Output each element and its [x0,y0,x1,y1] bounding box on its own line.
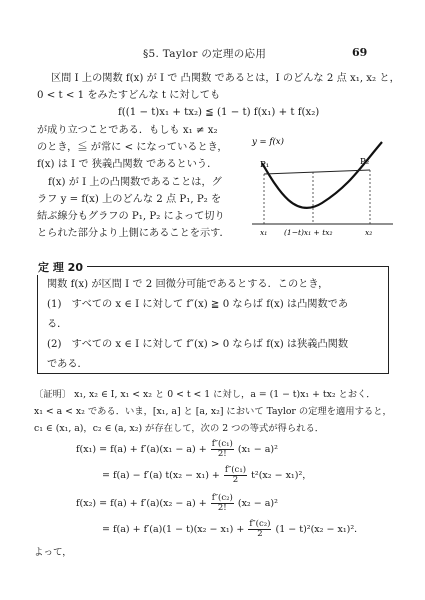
curve-label: y = f(x) [252,137,284,147]
theorem-line: (1) すべての x ∈ I に対して f″(x) ≧ 0 ならば f(x) は凸関数であ [47,299,349,310]
denominator: 2 [257,529,263,539]
xmid-tick-label: (1−t)x₁ + tx₂ [284,228,333,237]
proof-line: c₁ ∈ (x₁, a)，c₂ ∈ (a, x₂) が存在して，次の 2 つの等式が得られる． [34,423,325,434]
point-p2-label: P₂ [360,157,370,167]
proof-closing: よって， [34,547,72,558]
theorem-line: (2) すべての x ∈ I に対して f″(x) > 0 ならば f(x) は狭義凸関数 [47,339,349,350]
taylor-equation-1 [76,440,278,459]
equation-lhs: = f(a) − f′(a) t(x₂ − x₁) + [102,470,220,481]
fraction [211,494,234,513]
paragraph-line: とられた部分より上側にあることを示す． [37,228,230,239]
proof-line: 〔証明〕 x₁, x₂ ∈ I, x₁ < x₂ と 0 < t < 1 に対し，a = (1 − t)x₁ + tx₂ とおく． [34,389,376,400]
denominator: 2 [232,475,239,485]
equation-tail: (x₁ − a)² [237,444,278,455]
section-title: §5. Taylor の定理の応用 [143,48,267,60]
theorem-line: である． [47,359,88,370]
denominator: 2! [217,449,227,459]
convex-curve [262,142,382,208]
equation-tail: t²(x₂ − x₁)²， [251,470,312,481]
fraction [211,440,234,459]
numerator: f″(c₂) [211,493,233,503]
proof-line: x₁ < a < x₂ である．いま，[x₁, a] と [a, x₂] において Taylor の定理を適用すると， [34,406,392,417]
numerator: f″(c₁) [224,465,247,475]
denominator: 2! [217,503,227,513]
paragraph-line: ラフ y = f(x) 上のどんな 2 点 P₁, P₂ を [37,194,222,205]
page-number: 69 [352,46,368,59]
theorem-title: 定 理 20 [34,259,87,275]
fraction [248,520,271,539]
convex-function-figure [250,130,395,242]
fraction [224,466,247,485]
equation-lhs: = f(a) + f′(a)(1 − t)(x₂ − x₁) + [102,524,245,535]
numerator: f″(c₂) [249,519,271,529]
paragraph-line: が成り立つことである．もしも x₁ ≠ x₂ [37,125,218,136]
equation-lhs: f(x₁) = f(a) + f′(a)(x₁ − a) + [76,444,207,455]
equation-tail: (x₂ − a)² [237,498,278,509]
point-p1-label: P₁ [260,160,270,170]
equation-tail: (1 − t)²(x₂ − x₁)²． [275,524,364,535]
paragraph-line: f(x) は I で 狭義凸関数 であるという． [37,159,218,170]
chord-p1-p2 [264,170,370,174]
numerator: f″(c₁) [211,439,233,449]
paragraph-line: 0 < t < 1 をみたすどんな t に対しても [37,90,221,101]
running-header [0,46,425,62]
paragraph-line: のとき，≦ が常に < になっているとき， [37,142,228,153]
x2-tick-label: x₂ [365,228,373,237]
paragraph-line: f(x) が I 上の凸関数であることは，グ [48,177,222,188]
taylor-equation-3 [76,494,278,513]
theorem-line: る． [47,319,68,330]
paragraph-line: 結ぶ線分もグラフの P₁, P₂ によって切り [37,211,225,222]
theorem-line: 関数 f(x) が区間 I で 2 回微分可能であるとする．このとき， [47,279,329,290]
convexity-inequality: f((1 − t)x₁ + tx₂) ≦ (1 − t) f(x₁) + t f(x₂) [118,107,320,118]
taylor-equation-2 [102,466,312,485]
x1-tick-label: x₁ [260,228,268,237]
taylor-equation-4 [102,520,364,539]
paragraph-line: 区間 I 上の関数 f(x) が I で 凸関数 であるとは，I のどんな 2 点 x₁, x₂ と， [51,73,400,84]
equation-lhs: f(x₂) = f(a) + f′(a)(x₂ − a) + [76,498,207,509]
